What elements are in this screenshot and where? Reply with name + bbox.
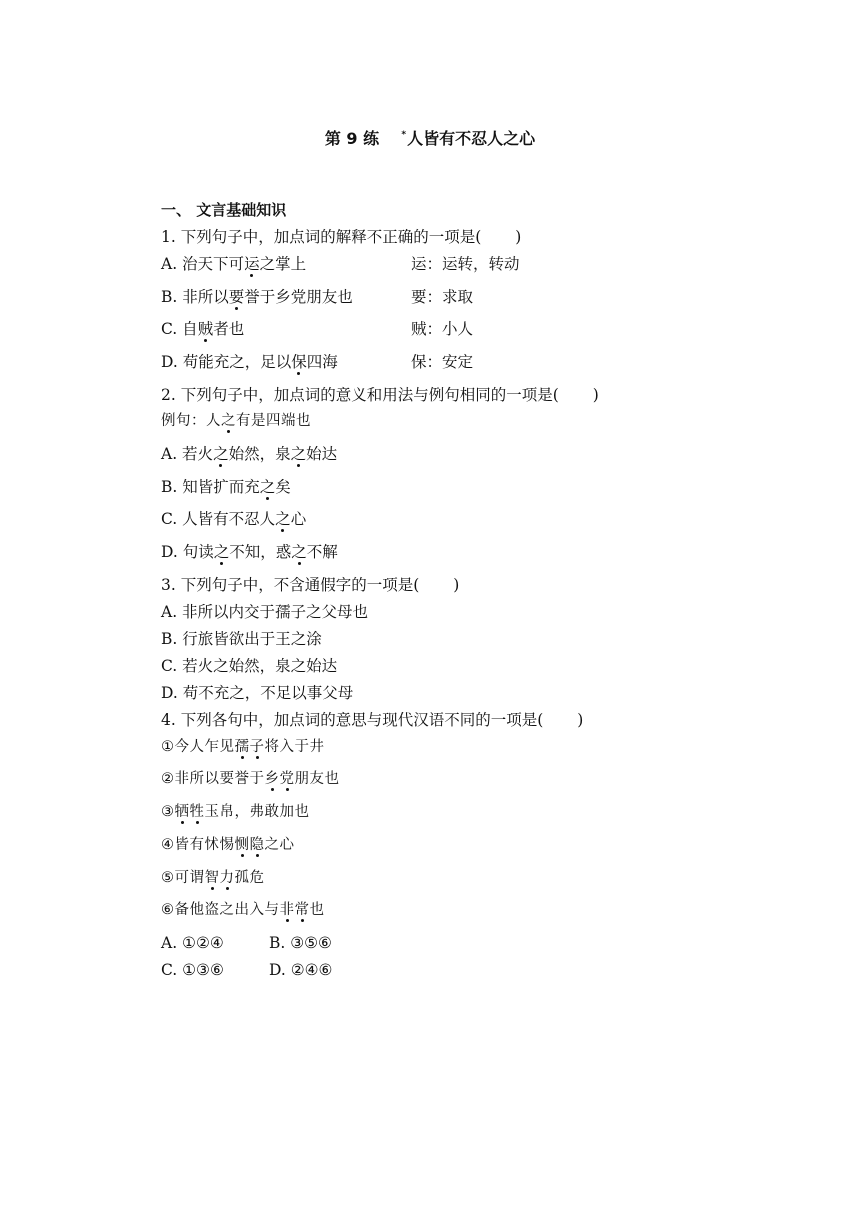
question-2-example: 例句：人之有是四端也 [161,413,311,429]
dotted-word: 党 [279,771,295,787]
question-4-item-2: ②非所以要誉于乡党朋友也 [161,771,340,787]
dotted-word: 之 [259,478,276,496]
question-4-stem: 4. 下列各句中，加点词的意思与现代汉语不同的一项是( ) [161,711,584,729]
choice-c: C. ①③⑥ [161,961,224,979]
dotted-word: 之 [213,445,229,463]
question-2-option-d: D. 句读之不知，惑之不解 [161,543,338,561]
question-1-gloss-c: 贼：小人 [411,320,474,338]
question-2-stem: 2. 下列句子中，加点词的意义和用法与例句相同的一项是( ) [161,386,599,404]
dotted-word: 之 [275,510,291,528]
dotted-word: 要 [228,288,245,306]
question-1-gloss-d: 保：安定 [411,353,474,371]
question-4-choices-row-2 [161,960,332,980]
question-3-option-c: C. 若火之始然，泉之始达 [161,657,338,675]
question-1-option-b: B. 非所以要誉于乡党朋友也 [161,288,353,306]
question-1-stem: 1. 下列句子中，加点词的解释不正确的一项是( ) [161,228,522,246]
question-3-option-d: D. 苟不充之，不足以事父母 [161,684,354,702]
question-1-option-c: C. 自贼者也 [161,320,245,338]
dotted-word: 保 [291,353,307,371]
section-heading: 一、 文言基础知识 [161,201,287,219]
question-2-option-a: A. 若火之始然，泉之始达 [161,445,338,463]
dotted-word: 之 [213,543,230,561]
question-1-gloss-b: 要：求取 [411,288,474,306]
question-1-option-d: D. 苟能充之，足以保四海 [161,353,338,371]
choice-d: D. ②④⑥ [269,961,333,979]
question-3-stem: 3. 下列句子中，不含通假字的一项是( ) [161,576,460,594]
dotted-word: 牺 [174,804,190,820]
question-4-choices-row-1 [161,933,332,953]
dotted-word: 之 [290,445,307,463]
question-4-item-6: ⑥备他盗之出入与非常也 [161,902,325,918]
dotted-word: 之 [221,413,236,429]
question-3-option-a: A. 非所以内交于孺子之父母也 [161,603,369,621]
dotted-word: 常 [294,902,310,918]
choice-b: B. ③⑤⑥ [269,934,332,952]
dotted-word: 隐 [249,837,265,853]
dotted-word: 运 [244,255,260,273]
dotted-word: 子 [249,739,265,755]
question-4-item-4: ④皆有怵惕恻隐之心 [161,837,295,853]
choice-a: A. ①②④ [161,934,224,952]
dotted-word: 乡 [264,771,280,787]
dotted-word: 孺 [234,739,250,755]
dotted-word: 贼 [197,320,214,338]
exercise-number: 第 9 练 [324,129,380,148]
dotted-word: 智 [204,870,220,886]
dotted-word: 力 [219,870,235,886]
question-1-gloss-a: 运：运转，转动 [411,255,520,273]
dotted-word: 牲 [189,804,205,820]
question-2-option-b: B. 知皆扩而充之矣 [161,478,291,496]
dotted-word: 恻 [234,837,250,853]
dotted-word: 非 [279,902,295,918]
question-4-item-3: ③牺牲玉帛，弗敢加也 [161,804,310,820]
question-4-item-1: ①今人乍见孺子将入于井 [161,739,325,755]
page-title [0,126,860,149]
question-2-option-c: C. 人皆有不忍人之心 [161,510,307,528]
dotted-word: 之 [291,543,307,561]
question-3-option-b: B. 行旅皆欲出于王之涂 [161,630,322,648]
question-4-item-5: ⑤可谓智力孤危 [161,870,265,886]
question-1-option-a: A. 治天下可运之掌上 [161,255,307,273]
title-star-mark: * [401,130,407,140]
lesson-title: 人皆有不忍人之心 [407,129,536,148]
